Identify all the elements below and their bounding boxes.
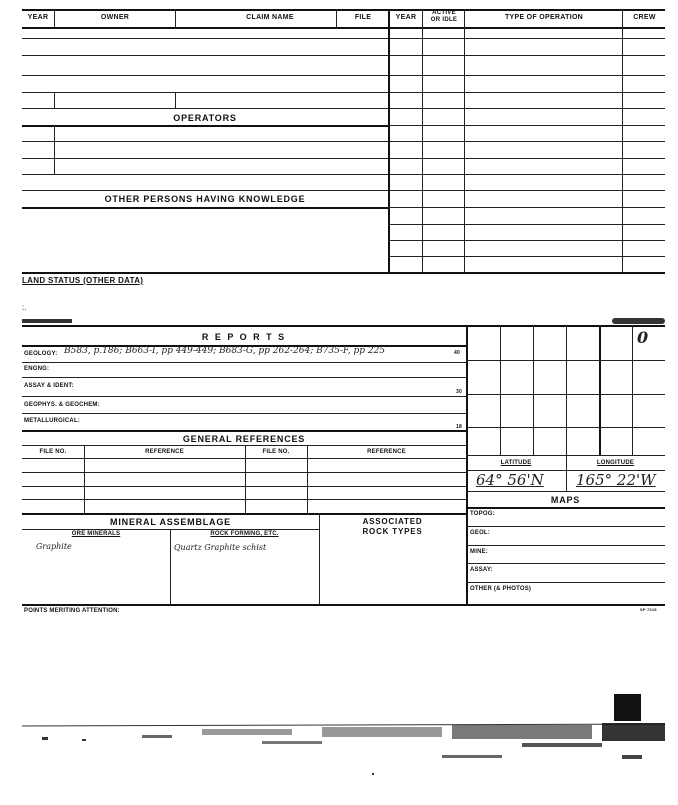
mineral-divider (170, 529, 171, 605)
header-divider (175, 9, 176, 27)
top-table-bottom-border (22, 272, 665, 274)
row-line (22, 472, 466, 473)
corner-mark: 0 (637, 328, 649, 347)
ref-header-file-no-2: FILE NO. (262, 449, 290, 455)
grid-line (466, 427, 665, 428)
row-line (22, 513, 466, 515)
row-line (388, 190, 665, 191)
latitude-value: 64° 56'N (476, 471, 544, 489)
row-line (388, 240, 665, 241)
row-line (22, 499, 466, 500)
header-type-of-operation: TYPE OF OPERATION (504, 14, 584, 21)
row-line (22, 190, 388, 191)
row-divider (54, 92, 55, 108)
header-divider (54, 9, 55, 27)
row-line (466, 582, 665, 583)
assay-ident-label: ASSAY & IDENT: (24, 383, 74, 389)
land-status-label: LAND STATUS (OTHER DATA) (22, 276, 144, 285)
metallurgical-label: METALLURGICAL: (24, 418, 81, 424)
geology-value: B583, p.186; B663-I, pp 449-449; B683-G, pp 262-264; B735-F, pp 225 (64, 346, 386, 356)
row-line (22, 486, 466, 487)
section-bottom-border (22, 604, 665, 606)
scan-noise-strip (22, 715, 665, 775)
top-border (22, 9, 665, 11)
row-line (22, 158, 388, 159)
rock-forming-header: ROCK FORMING, ETC. (210, 531, 279, 537)
row-line (22, 38, 388, 39)
geology-label: GEOLOGY: (24, 351, 58, 357)
ref-header-reference-1: REFERENCE (145, 449, 184, 455)
reports-title: R E P O R T S (201, 332, 287, 342)
row-line (388, 92, 665, 93)
grid-line (466, 360, 665, 361)
maps-assay-label: ASSAY: (470, 567, 493, 573)
row-line (22, 430, 466, 432)
row-line (22, 396, 466, 397)
maps-mine-label: MINE: (470, 549, 488, 555)
row-line (388, 75, 665, 76)
row-line (22, 174, 388, 175)
form-number: SP 7315 (640, 607, 657, 612)
row-line (22, 445, 466, 446)
longitude-label: LONGITUDE (596, 460, 635, 466)
row-line (466, 491, 665, 492)
rock-forming-value: Quartz Graphite schist (174, 543, 267, 552)
row-divider (175, 92, 176, 108)
header-year: YEAR (27, 14, 49, 21)
geology-suffix: 40 (454, 350, 460, 356)
row-line (388, 125, 665, 126)
stray-mark: :. (22, 303, 27, 312)
header-divider (336, 9, 337, 27)
row-line (22, 458, 466, 459)
row-line (22, 413, 466, 414)
row-line (466, 545, 665, 546)
header-file: FILE (354, 14, 372, 21)
metallurgical-suffix: 18 (456, 424, 462, 430)
row-line (388, 224, 665, 225)
header-active-or-idle: ACTIVE OR IDLE (430, 10, 458, 23)
row-line (466, 526, 665, 527)
grid-line (566, 325, 567, 455)
row-line (388, 108, 665, 109)
row-line (388, 207, 665, 208)
maps-geol-label: GEOL: (470, 530, 490, 536)
other-persons-title: OTHER PERSONS HAVING KNOWLEDGE (104, 194, 306, 204)
assay-ident-suffix: 30 (456, 389, 462, 395)
ref-divider (245, 445, 246, 513)
row-divider (54, 125, 55, 174)
lat-long-divider (566, 455, 567, 491)
maps-topog-label: TOPOG: (470, 511, 495, 517)
reports-top-border (22, 325, 665, 327)
row-line (388, 158, 665, 159)
row-line (388, 174, 665, 175)
row-line (22, 55, 388, 56)
general-references-title: GENERAL REFERENCES (182, 434, 306, 444)
operators-line (22, 125, 388, 127)
latitude-label: LATITUDE (500, 460, 532, 466)
row-line (22, 75, 388, 76)
scan-noise (612, 318, 665, 324)
grid-line (632, 325, 633, 455)
grid-line (533, 325, 534, 455)
header-owner: OWNER (100, 14, 130, 21)
row-line (466, 563, 665, 564)
header-claim-name: CLAIM NAME (246, 14, 294, 21)
ore-minerals-value: Graphite (36, 542, 72, 551)
maps-title: MAPS (550, 495, 581, 505)
operators-title: OPERATORS (173, 113, 237, 123)
maps-other-label: OTHER (& PHOTOS) (470, 586, 532, 592)
ref-divider (307, 445, 308, 513)
ref-header-reference-2: REFERENCE (367, 449, 406, 455)
row-line (388, 141, 665, 142)
mineral-assemblage-title: MINERAL ASSEMBLAGE (110, 517, 231, 527)
grid-line (599, 325, 601, 455)
row-line (22, 92, 388, 93)
geophys-label: GEOPHYS. & GEOCHEM: (24, 402, 100, 408)
ore-minerals-header: ORE MINERALS (71, 531, 121, 537)
associated-rock-types-label: ASSOCIATED ROCK TYPES (362, 517, 423, 536)
grid-line (500, 325, 501, 455)
header-bottom-border (22, 27, 665, 29)
other-persons-line (22, 207, 388, 209)
row-line (466, 507, 665, 509)
ref-divider (84, 445, 85, 513)
points-meriting-attention-label: POINTS MERITING ATTENTION: (24, 608, 120, 614)
row-line (22, 108, 388, 109)
row-line (22, 377, 466, 378)
row-line (22, 362, 466, 363)
row-line (388, 38, 665, 39)
scan-noise (22, 319, 72, 323)
header-crew: CREW (633, 14, 656, 21)
row-line (22, 141, 388, 142)
row-line (388, 55, 665, 56)
row-line (388, 256, 665, 257)
longitude-value: 165° 22'W (576, 471, 656, 489)
ref-header-file-no-1: FILE NO. (39, 449, 67, 455)
header-year-2: YEAR (395, 14, 417, 21)
grid-line (466, 394, 665, 395)
engng-label: ENGNG: (24, 366, 50, 372)
